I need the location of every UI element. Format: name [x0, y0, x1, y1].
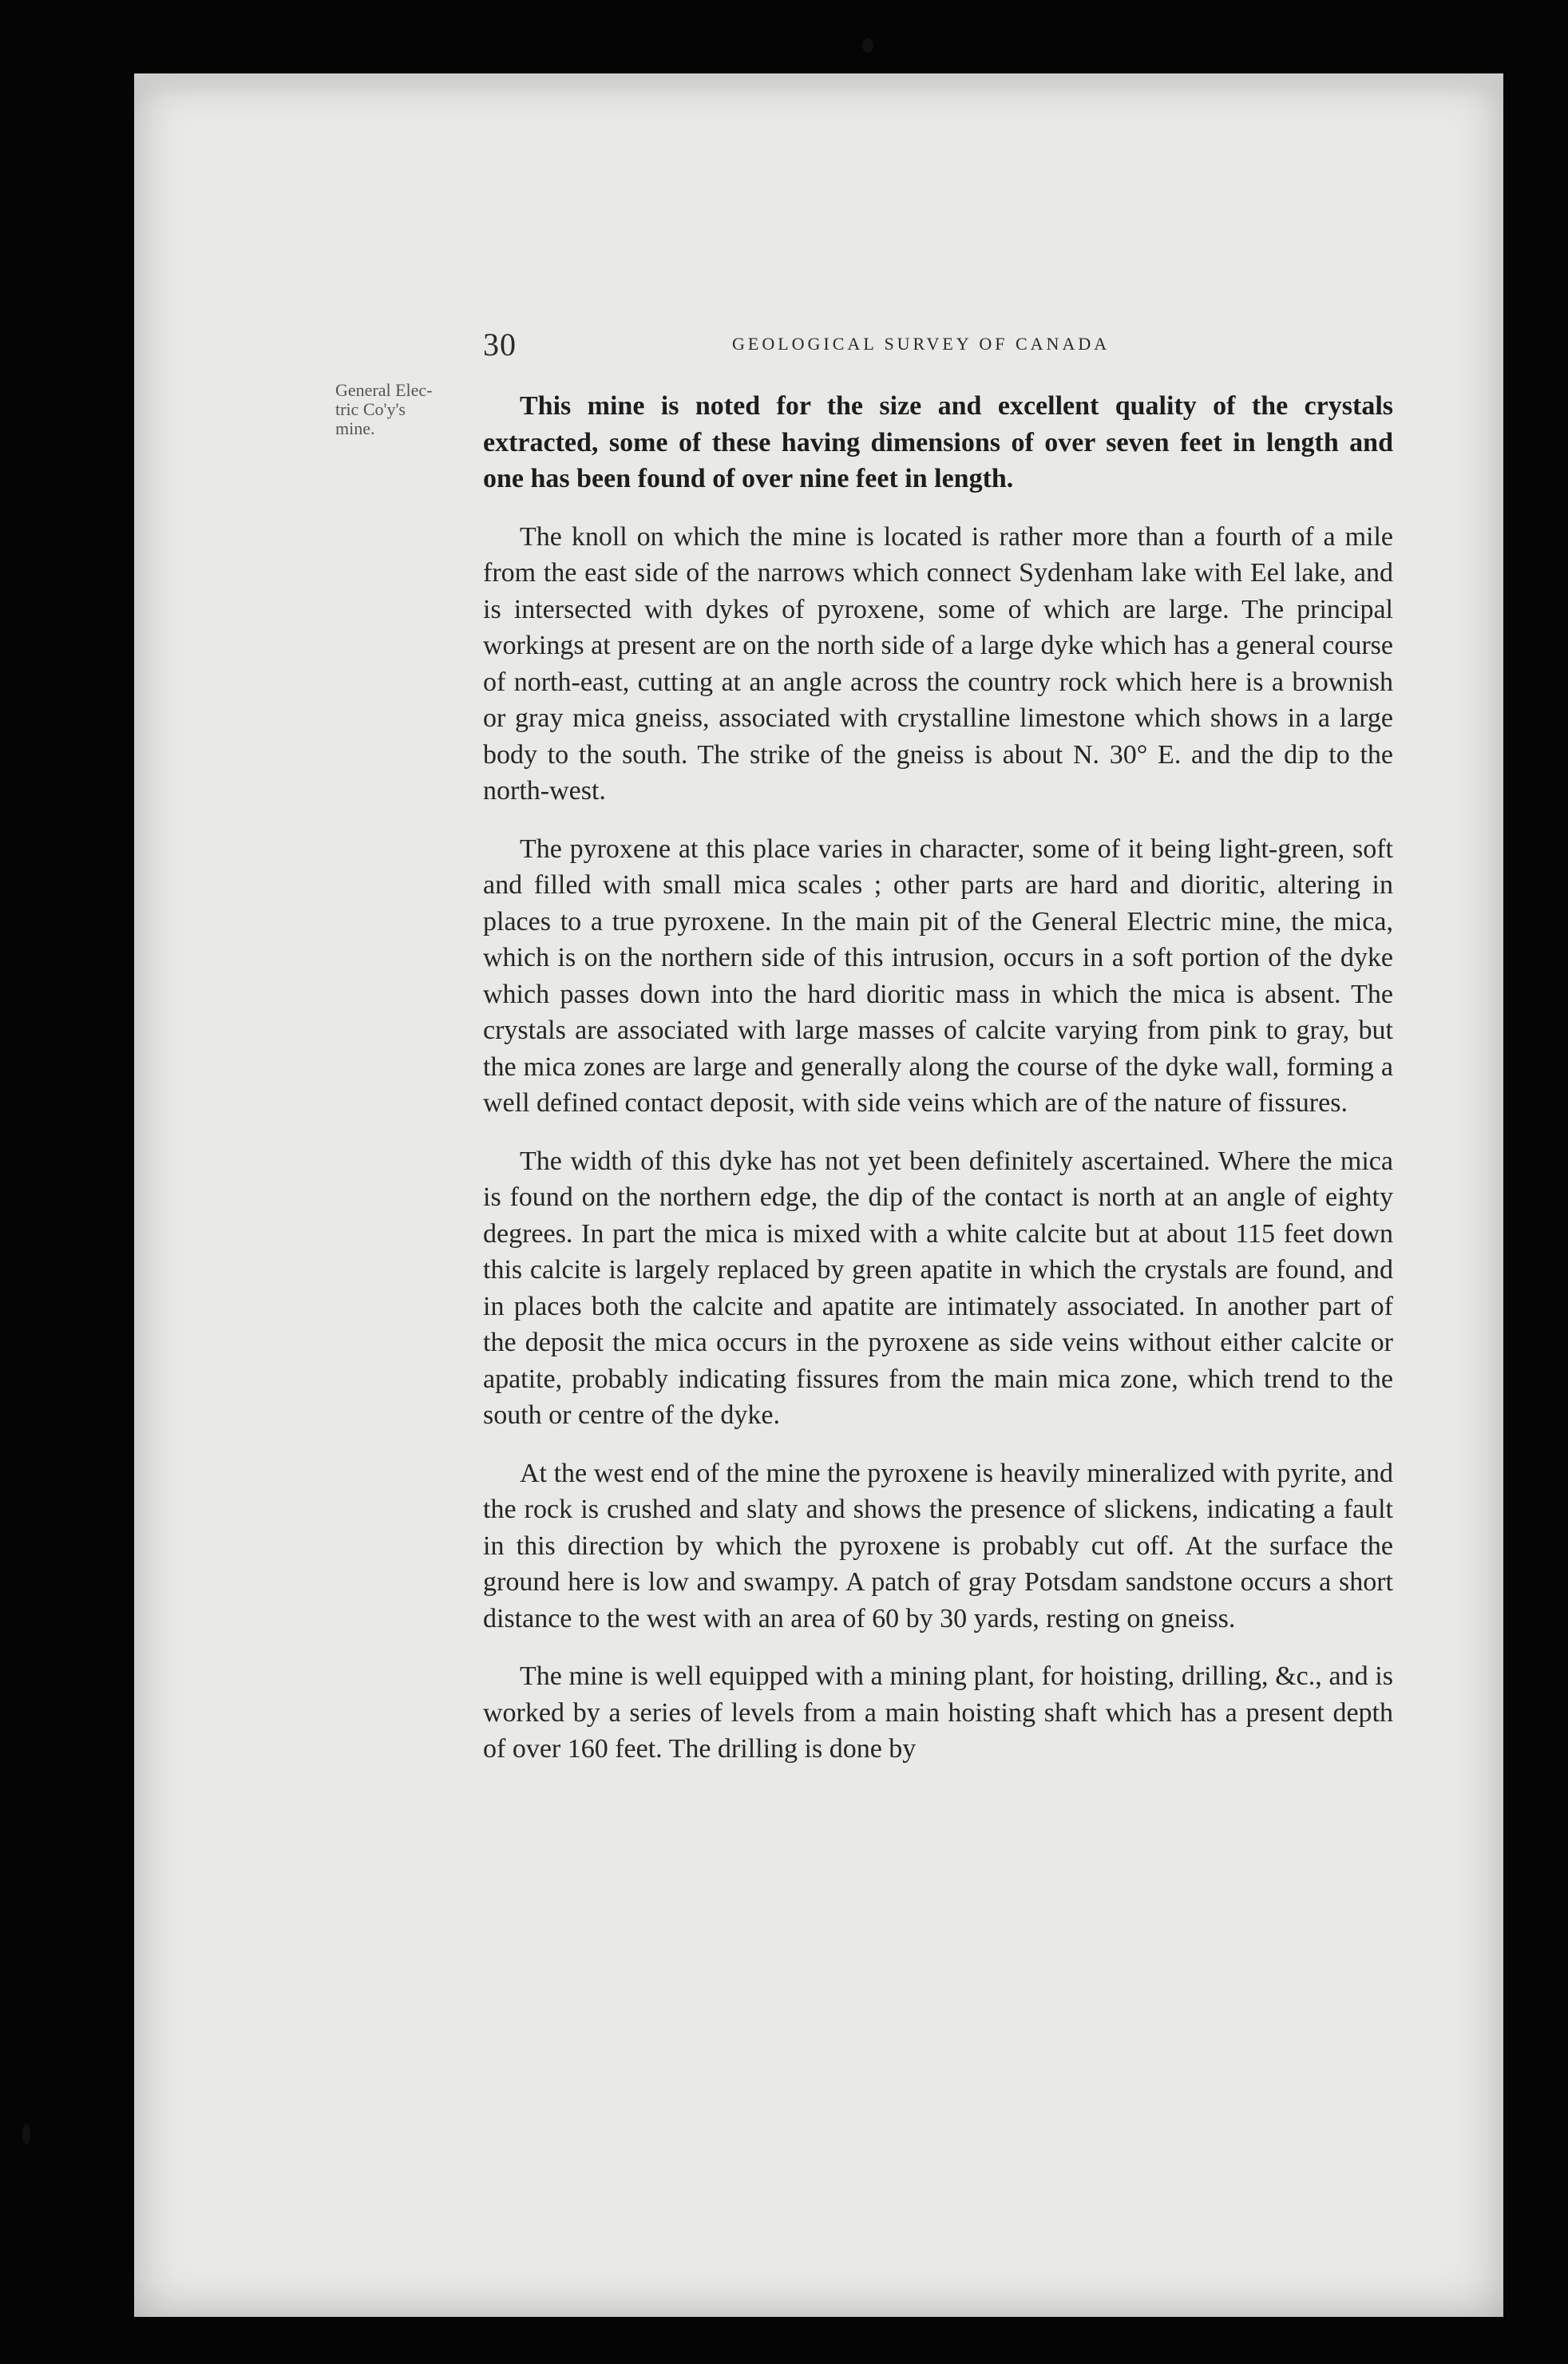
paragraph: The knoll on which the mine is located is rather more than a fourth of a mile from the east side of the narrows which connect Sydenham lake with Eel lake, and is intersected with dykes of pyroxene, some of which are large. The principal workings at present are on the north side of a large dyke which has a general course of north-east, cutting at an angle across the country rock which here is a brownish or gray mica gneiss, associated with crystalline limestone which shows in a large body to the south. The strike of the gneiss is about N. 30° E. and the dip to the north-west. — [483, 521, 1393, 806]
paragraph: The width of this dyke has not yet been definitely ascertained. Where the mica is found on the northern edge, the dip of the contact is north at an angle of eighty degrees. In part the mica is mixed with a white calcite but at about 115 feet down this calcite is largely replaced by green apatite in which the crystals are found, and in places both the calcite and apatite are intimately associated. In another part of the deposit the mica occurs in the pyroxene as side veins without either calcite or apatite, probably indicating fissures from the main mica zone, which trend to the south or centre of the dyke. — [483, 1146, 1393, 1430]
page-header — [483, 326, 1393, 374]
margin-note-line: mine. — [335, 418, 375, 438]
paragraph: At the west end of the mine the pyroxene is heavily mineralized with pyrite, and the rock is crushed and slaty and shows the presence of slickens, indicating a fault in this direction by which the pyroxene is probably cut off. At the surface the ground here is low and swampy. A patch of gray Potsdam sandstone occurs a short distance to the west with an area of 60 by 30 yards, resting on gneiss. — [483, 1458, 1393, 1633]
paragraph: The mine is well equipped with a mining plant, for hoisting, drilling, &c., and is worked by a series of levels from a main hoisting shaft which has a present depth of over 160 feet. The drilling is done by — [483, 1661, 1393, 1764]
scan-speck — [22, 2124, 30, 2144]
body-text — [483, 388, 1393, 1789]
paragraph: The pyroxene at this place varies in character, some of it being light-green, soft and filled with small mica scales ; other parts are hard and dioritic, altering in places to a true pyroxene. In the main pit of the General Electric mine, the mica, which is on the northern side of this intrusion, occurs in a soft portion of the dyke which passes down into the hard dioritic mass in which the mica is absent. The crystals are associated with large masses of calcite varying from pink to gray, but the mica zones are large and generally along the course of the dyke wall, forming a well defined contact deposit, with side veins which are of the nature of fissures. — [483, 834, 1393, 1118]
running-title: GEOLOGICAL SURVEY OF CANADA — [732, 334, 1111, 354]
paragraph: This mine is noted for the size and excellent quality of the crystals extracted, some of these having dimensions of over seven feet in length and one has been found of over nine feet in length. — [483, 391, 1393, 493]
margin-note-line: General Elec- — [335, 380, 433, 400]
page-number: 30 — [483, 327, 517, 362]
margin-note-line: tric Co'y's — [335, 399, 406, 419]
scan-speck — [862, 38, 873, 53]
margin-note — [335, 381, 439, 438]
